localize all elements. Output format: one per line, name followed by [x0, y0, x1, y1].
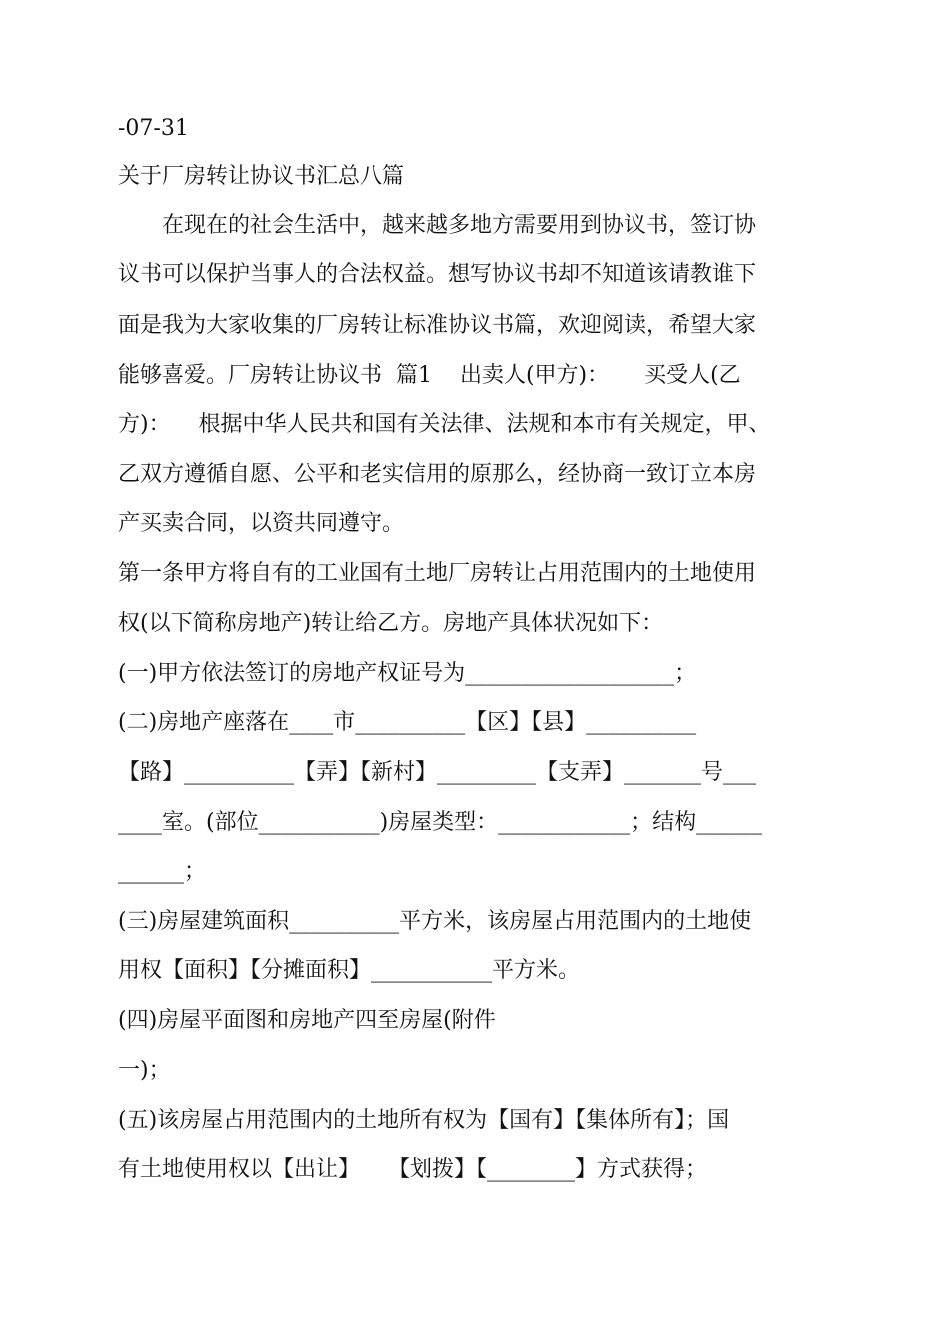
text-line-5: 方)： 根据中华人民共和国有关法律、法规和本市有关规定，甲、 — [118, 412, 771, 437]
text-line-8: 第一条甲方将自有的工业国有土地厂房转让占用范围内的土地使用 — [118, 561, 757, 586]
text-line-1: 在现在的社会生活中，越来越多地方需要用到协议书，签订协 — [118, 213, 757, 238]
document-title: 关于厂房转让协议书汇总八篇 — [118, 164, 405, 189]
text-line-9: 权(以下简称房地产)转让给乙方。房地产具体状况如下： — [118, 611, 664, 636]
text-line-16: 用权【面积】【分摊面积】___________平方米。 — [118, 958, 581, 983]
text-line-19: (五)该房屋占用范围内的土地所有权为【国有】【集体所有】；国 — [118, 1108, 730, 1133]
text-line-12: 【路】__________【弄】【新村】_________【支弄】_______号___ — [118, 760, 757, 785]
text-line-10: (一)甲方依法签订的房地产权证号为___________________； — [118, 661, 697, 686]
text-line-7: 产买卖合同，以资共同遵守。 — [118, 511, 405, 536]
document-date: -07-31 — [118, 116, 189, 141]
text-line-6: 乙双方遵循自愿、公平和老实信用的原那么，经协商一致订立本房 — [118, 462, 757, 487]
text-line-4: 能够喜爱。厂房转让协议书 篇1 出卖人(甲方)： 买受人(乙 — [118, 363, 741, 388]
text-line-2: 议书可以保护当事人的合法权益。想写协议书却不知道该请教谁下 — [118, 262, 757, 287]
text-line-17: (四)房屋平面图和房地产四至房屋(附件 — [118, 1008, 496, 1033]
text-line-18: 一)； — [118, 1058, 171, 1083]
text-line-14: ______； — [118, 859, 207, 884]
text-line-11: (二)房地产座落在____市__________【区】【县】__________ — [118, 710, 697, 735]
text-line-3: 面是我为大家收集的厂房转让标准协议书篇，欢迎阅读，希望大家 — [118, 313, 757, 338]
text-line-15: (三)房屋建筑面积__________平方米，该房屋占用范围内的土地使 — [118, 909, 752, 934]
text-line-13: ____室。(部位___________)房屋类型：____________；结构______ — [118, 810, 763, 835]
text-line-20: 有土地使用权以【出让】 【划拨】【________】方式获得； — [118, 1157, 707, 1182]
